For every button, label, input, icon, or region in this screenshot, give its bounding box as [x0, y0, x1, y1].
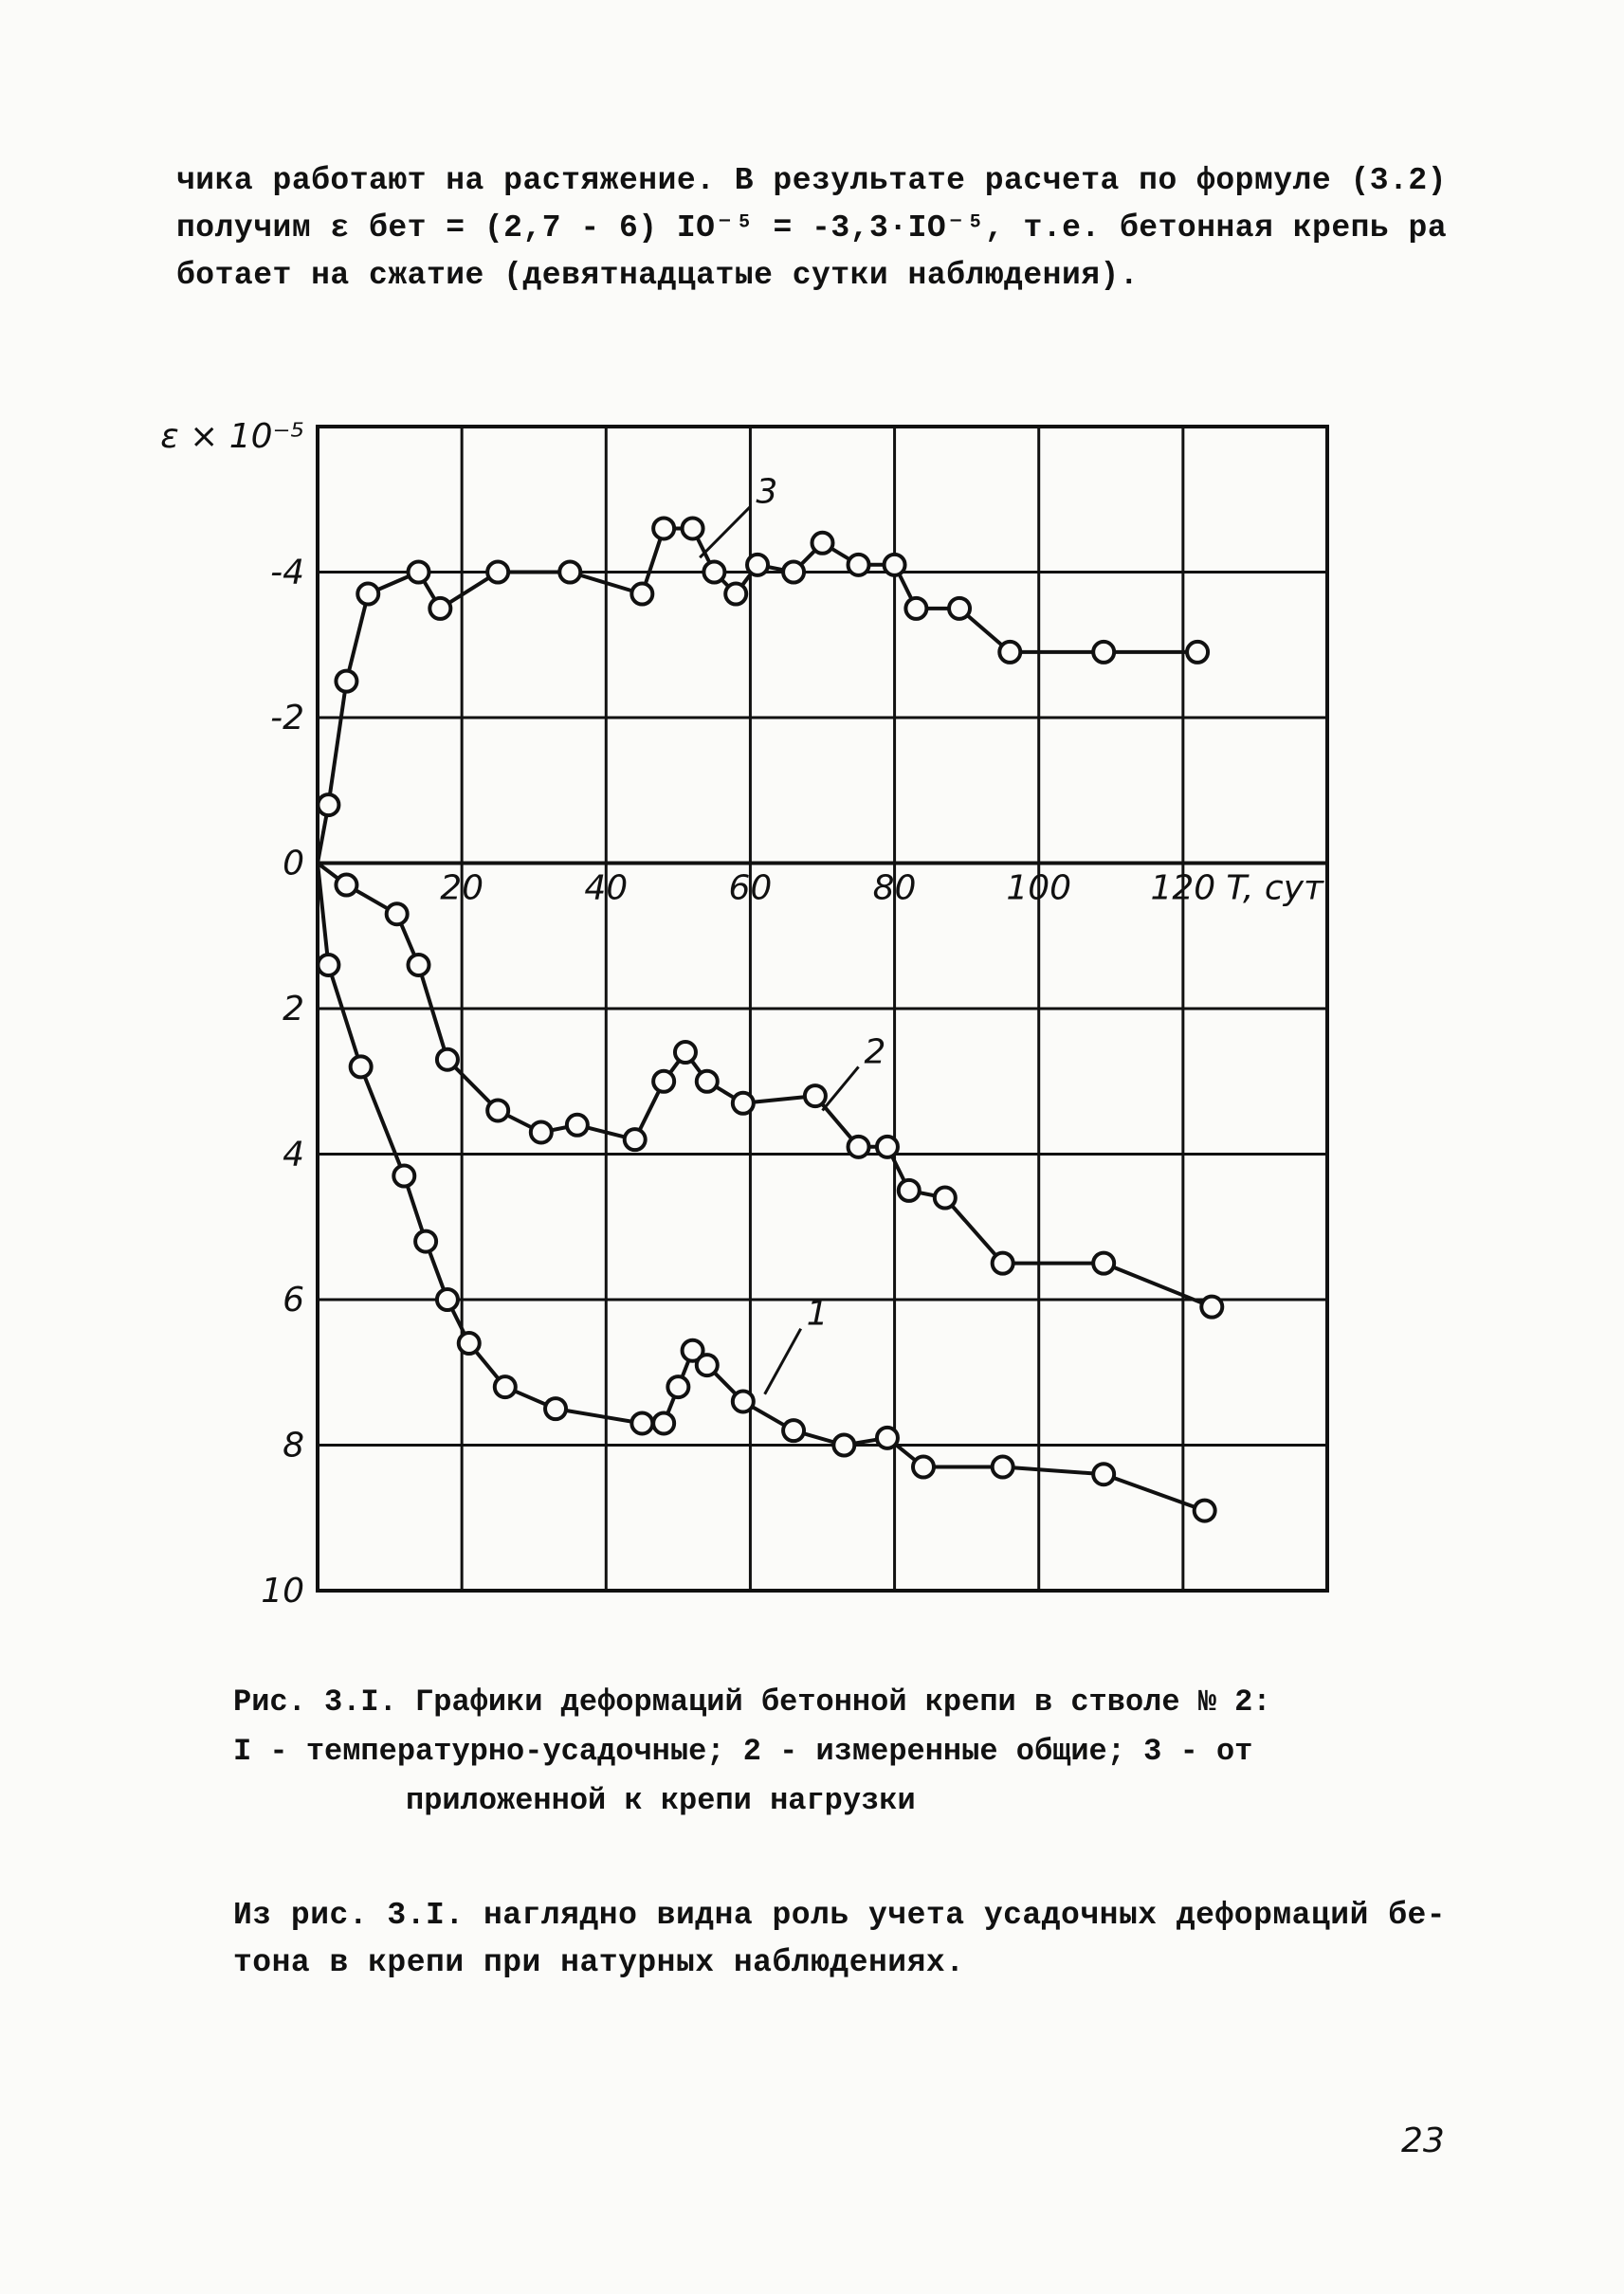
curve-leader-line	[700, 506, 750, 557]
data-point	[567, 1115, 588, 1136]
data-point	[351, 1056, 372, 1077]
data-point	[653, 1071, 674, 1092]
x-tick-label: 40	[584, 868, 629, 908]
y-tick-label: -2	[270, 699, 304, 737]
data-point	[653, 1412, 674, 1433]
data-point	[885, 555, 905, 575]
data-point	[531, 1121, 552, 1142]
data-point	[697, 1071, 718, 1092]
data-point	[437, 1289, 458, 1310]
curve-label: 3	[756, 472, 778, 512]
data-point	[935, 1188, 956, 1209]
data-point	[993, 1457, 1013, 1478]
data-point	[336, 671, 356, 692]
data-point	[812, 533, 833, 554]
text-line: получим ε бет = (2,7 - 6) IO⁻⁵ = -3,3·IO⁻⁵, т.е. бетонная крепь ра	[176, 210, 1448, 246]
data-point	[437, 1049, 458, 1070]
data-point	[429, 598, 450, 619]
deformation-chart	[142, 398, 1375, 1611]
text-line: тона в крепи при натурных наблюдениях.	[233, 1945, 965, 1980]
data-point	[625, 1129, 646, 1150]
y-tick-label: 8	[283, 1426, 304, 1466]
series-line-2	[318, 864, 1212, 1307]
y-tick-label: 0	[283, 844, 304, 883]
x-tick-label: 60	[728, 868, 773, 908]
data-point	[409, 955, 429, 975]
chart-series	[318, 529, 1212, 1511]
data-point	[1093, 642, 1114, 663]
data-point	[725, 584, 746, 605]
data-point	[905, 598, 926, 619]
x-tick-label: 80	[872, 868, 917, 908]
data-point	[1093, 1464, 1114, 1484]
figure-caption-line: I - температурно-усадочные; 2 - измеренные общие; 3 - от	[233, 1734, 1253, 1769]
data-point	[675, 1042, 696, 1063]
data-point	[631, 1412, 652, 1433]
x-tick-label: 20	[440, 868, 484, 908]
chart-grid	[318, 427, 1327, 1591]
page-number: 23	[1401, 2121, 1445, 2160]
data-point	[631, 584, 652, 605]
data-point	[415, 1231, 436, 1252]
data-point	[357, 584, 378, 605]
data-point	[949, 598, 970, 619]
data-point	[387, 903, 408, 924]
data-point	[783, 562, 804, 583]
data-point	[1093, 1253, 1114, 1274]
data-point	[1201, 1297, 1222, 1318]
text-line: ботает на сжатие (девятнадцатые сутки наблюдения).	[176, 258, 1140, 293]
y-tick-label: 2	[283, 990, 304, 1029]
data-point	[783, 1420, 804, 1441]
data-point	[495, 1376, 516, 1397]
data-point	[459, 1333, 480, 1354]
text-line: чика работают на растяжение. В результате расчета по формуле (3.2)	[176, 163, 1448, 198]
curve-label: 1	[806, 1294, 829, 1334]
data-point	[393, 1166, 414, 1187]
y-tick-label: 10	[261, 1572, 304, 1611]
data-point	[805, 1085, 826, 1106]
data-point	[1187, 642, 1208, 663]
text-block-bottom	[233, 1892, 1446, 1987]
data-point	[848, 1137, 869, 1157]
data-point	[409, 562, 429, 583]
data-point	[697, 1355, 718, 1375]
data-point	[1195, 1501, 1215, 1521]
data-point	[733, 1093, 754, 1114]
figure-caption-line: приложенной к крепи нагрузки	[406, 1783, 916, 1818]
text-line: Из рис. 3.I. наглядно видна роль учета усадочных деформаций бе-	[233, 1898, 1447, 1933]
figure-caption-line: Рис. 3.I. Графики деформаций бетонной крепи в стволе № 2:	[233, 1684, 1271, 1720]
data-point	[318, 794, 338, 815]
data-point	[545, 1398, 566, 1419]
y-tick-label: 4	[283, 1135, 304, 1174]
data-point	[487, 562, 508, 583]
data-point	[913, 1457, 934, 1478]
data-point	[667, 1376, 688, 1397]
x-tick-label: 120	[1150, 868, 1216, 908]
data-point	[877, 1137, 898, 1157]
data-point	[993, 1253, 1013, 1274]
y-tick-label: -4	[270, 553, 304, 592]
data-point	[559, 562, 580, 583]
chart-curve-labels	[700, 472, 885, 1393]
series-line-1	[318, 864, 1205, 1511]
curve-label: 2	[864, 1032, 886, 1072]
data-point	[877, 1428, 898, 1448]
curve-leader-line	[823, 1066, 859, 1110]
y-tick-label: 6	[283, 1281, 304, 1320]
data-point	[487, 1100, 508, 1120]
data-point	[653, 518, 674, 538]
chart-markers	[318, 518, 1222, 1520]
data-point	[703, 562, 724, 583]
x-tick-label: 100	[1006, 868, 1072, 908]
curve-leader-line	[765, 1329, 801, 1394]
data-point	[733, 1391, 754, 1411]
data-point	[318, 955, 338, 975]
y-axis-label: ε × 10⁻⁵	[160, 417, 304, 456]
data-point	[833, 1435, 854, 1456]
series-line-3	[318, 529, 1197, 864]
data-point	[899, 1180, 920, 1201]
data-point	[999, 642, 1020, 663]
data-point	[747, 555, 768, 575]
text-block-top	[176, 157, 1447, 300]
data-point	[848, 555, 869, 575]
data-point	[336, 875, 356, 896]
x-axis-label: T, сут	[1226, 868, 1323, 908]
data-point	[683, 518, 703, 538]
